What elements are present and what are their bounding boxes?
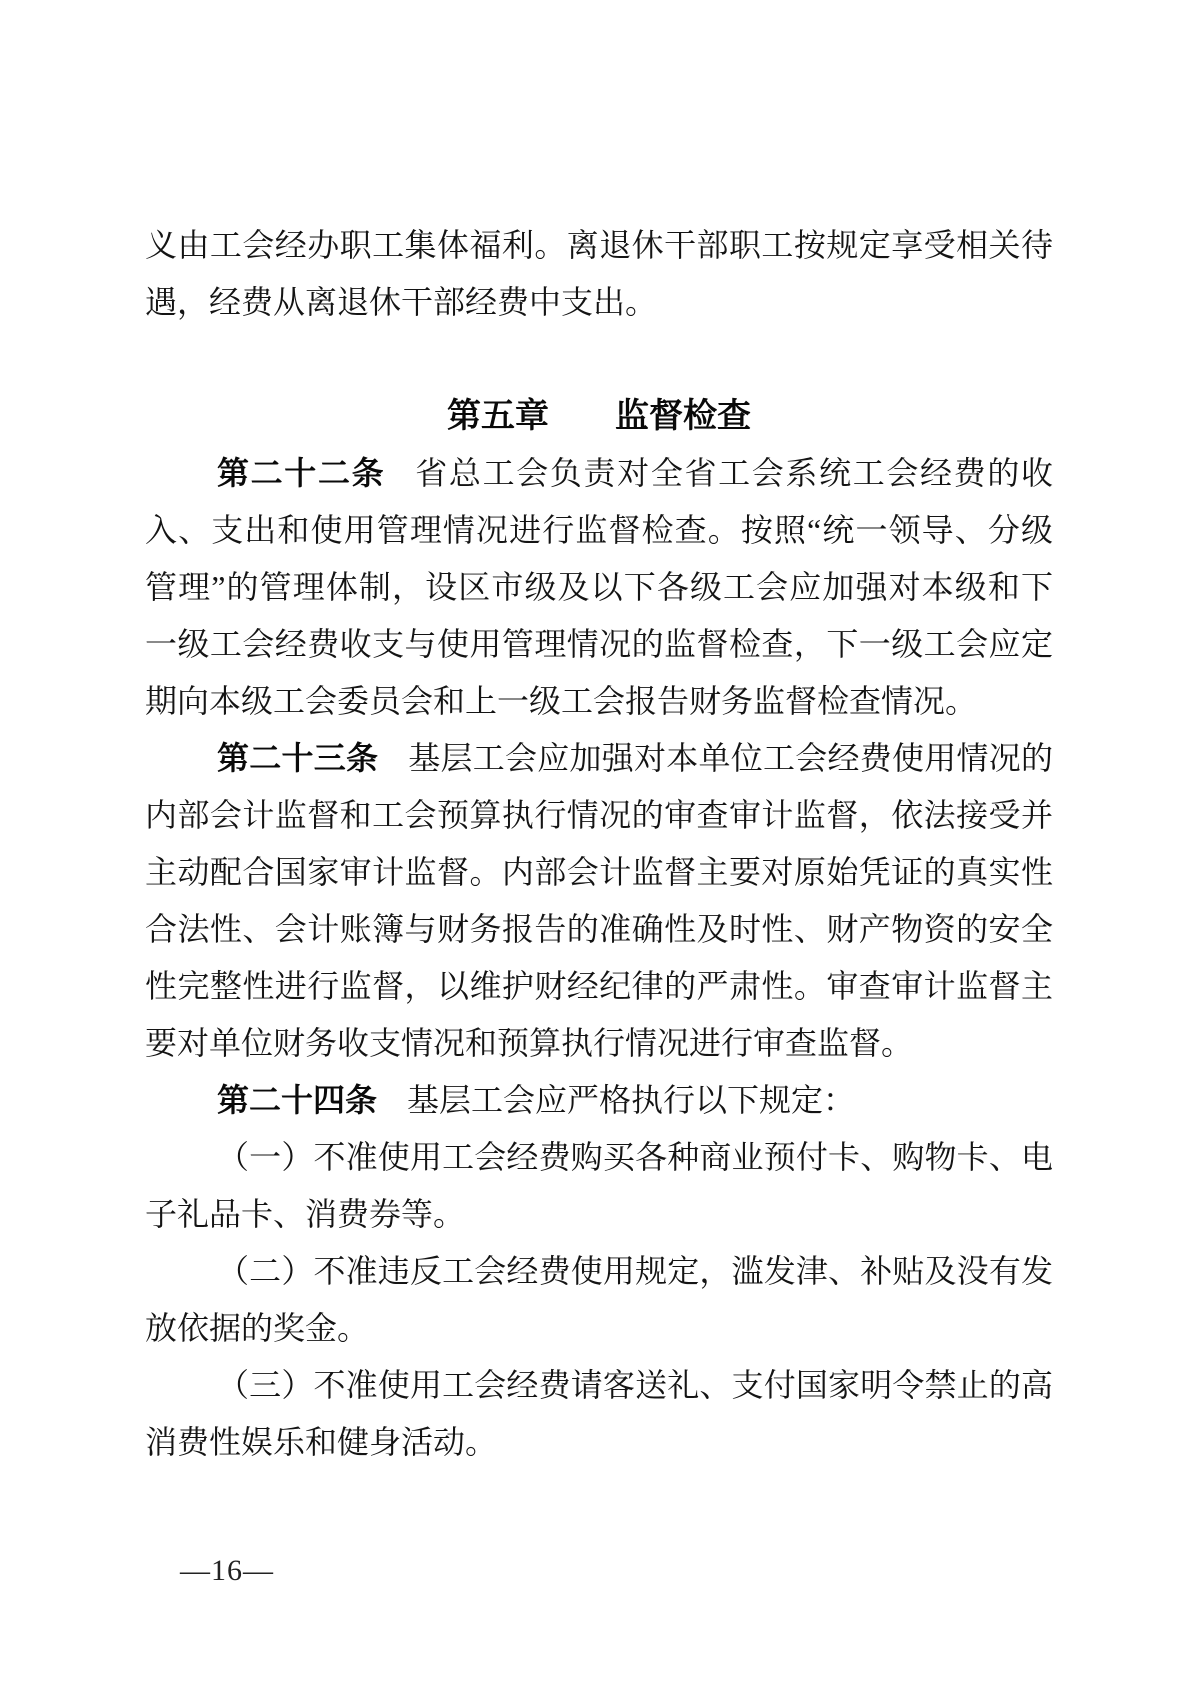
article-23-text: 基层工会应加强对本单位工会经费使用情况的内部会计监督和工会预算执行情况的审查审计监督，依法接受并主动配合国家审计监督。内部会计监督主要对原始凭证的真实性合法性、会计账簿与财务报告的准确性及时性、财产物资的安全性完整性进行监督，以维护财经纪律的严肃性。审查审计监督主要对单位财务收支情况和预算执行情况进行审查监督。 xyxy=(145,740,1053,1061)
page-number: —16— xyxy=(180,1554,274,1587)
article-23-label: 第二十三条 xyxy=(217,740,379,776)
chapter-title: 监督检查 xyxy=(615,397,751,435)
article-24-label: 第二十四条 xyxy=(217,1082,378,1118)
article-24-item-2: （二）不准违反工会经费使用规定，滥发津、补贴及没有发放依据的奖金。 xyxy=(145,1253,1053,1346)
article-22-label: 第二十二条 xyxy=(217,455,386,491)
chapter-number: 第五章 xyxy=(447,397,549,435)
page-content xyxy=(145,217,1053,1471)
article-24-item-1: （一）不准使用工会经费购买各种商业预付卡、购物卡、电子礼品卡、消费券等。 xyxy=(145,1139,1053,1232)
article-24 xyxy=(145,1072,1053,1129)
article-24-text: 基层工会应严格执行以下规定： xyxy=(407,1082,856,1118)
chapter-heading xyxy=(145,388,1053,445)
article-24-item-3: （三）不准使用工会经费请客送礼、支付国家明令禁止的高消费性娱乐和健身活动。 xyxy=(145,1367,1053,1460)
article-23 xyxy=(145,730,1053,1072)
paragraph-continuation: 义由工会经办职工集体福利。离退休干部职工按规定享受相关待遇，经费从离退休干部经费中支出。 xyxy=(145,227,1053,320)
article-22-text: 省总工会负责对全省工会系统工会经费的收入、支出和使用管理情况进行监督检查。按照“统一领导、分级管理”的管理体制，设区市级及以下各级工会应加强对本级和下一级工会经费收支与使用管理情况的监督检查，下一级工会应定期向本级工会委员会和上一级工会报告财务监督检查情况。 xyxy=(145,455,1053,719)
article-22 xyxy=(145,445,1053,730)
